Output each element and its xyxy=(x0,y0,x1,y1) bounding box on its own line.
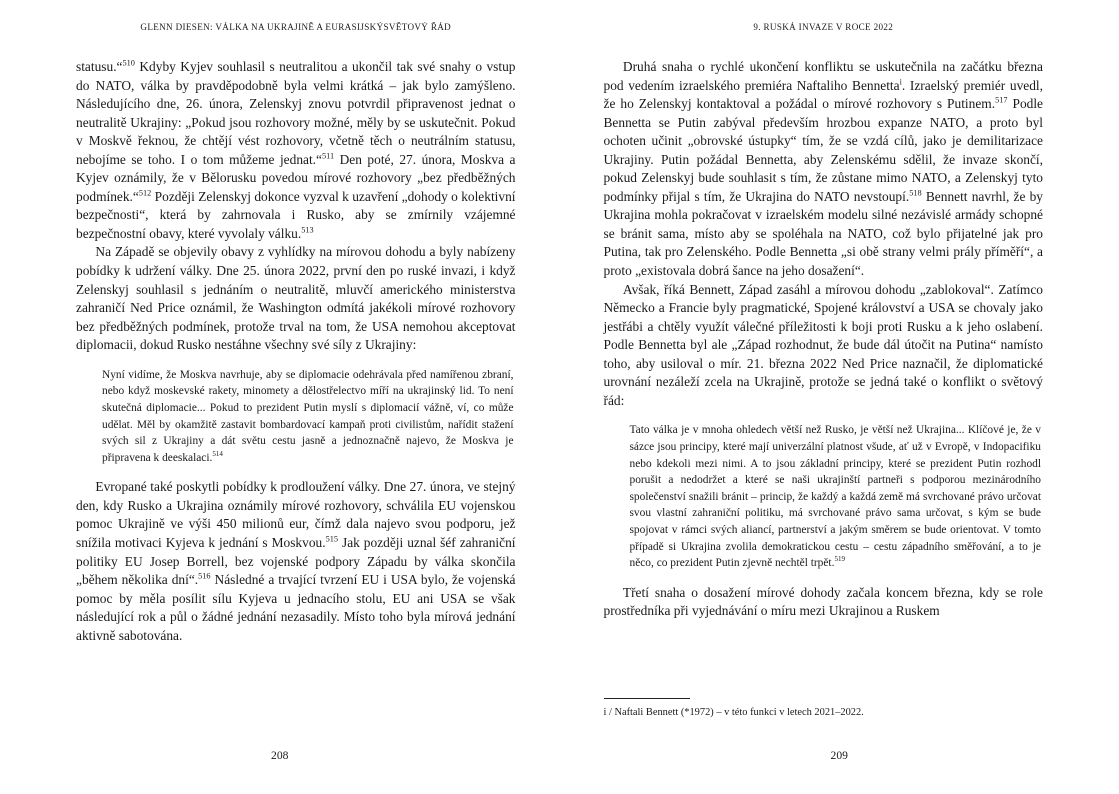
paragraph: Avšak, říká Bennett, Západ zasáhl a mírovou dohodu „zablokoval“. Zatímco Německo a Francie byly pragmatické, Spojené království a USA se chovaly jako jestřábi a chtěly využít válečné příležitosti k boji proti Rusku a k jeho oslabení. Podle Bennetta byl ale „Západ rozhodnut, že bude dál útočit na Putina“ namísto toho, aby usiloval o mír. 21. března 2022 Ned Price naznačil, že diplomatické urovnání nezáleží zcela na Ukrajině, protože se jedná také o konflikt o světový řád: xyxy=(603,281,1043,408)
body-text-left xyxy=(76,58,516,645)
footnote-area xyxy=(604,698,1044,720)
paragraph: Druhá snaha o rychlé ukončení konfliktu se uskutečnila na začátku března pod vedením izraelského premiéra Naftaliho Bennetta$^i$. Izraelský premiér uvedl, že ho Zelenskyj kontaktoval a požádal o mírové rozhovory s Putinem.$^{517}$ Podle Bennetta se Putin zabýval především hrozbou expanze NATO, a proto byl ochoten učinit „obrovské ústupky“ tím, že se vzdá cílů, jako je demilitarizace Ukrajiny. Putin požádal Bennetta, aby Zelenskému sdělil, že invaze skončí, pokud Zelenskyj bude souhlasit s tím, že zůstane mimo NATO, a Zelenskyj tyto podmínky přijal s tím, že Ukrajina do NATO nevstoupí.$^{518}$ Bennett navrhl, že by Ukrajina mohla pokračovat v izraelském modelu silné nezávislé armády schopné se bránit sama, místo aby se spoléhala na NATO, což bylo přijatelné jak pro Putina, tak pro Zelenského. Podle Bennetta „si obě strany velmi prály příměří“, a proto „existovala dobrá šance na jeho dosažení“. xyxy=(603,59,1043,279)
page-number-left: 208 xyxy=(271,749,289,762)
page-right xyxy=(560,0,1119,794)
paragraph: Třetí snaha o dosažení mírové dohody začala koncem března, kdy se role prostředníka při vyjednávání o míru mezi Ukrajinou a Ruskem xyxy=(603,584,1043,619)
footnote-rule xyxy=(604,698,690,699)
paragraph: Evropané také poskytli pobídky k prodloužení války. Dne 27. února, ve stejný den, kdy Rusko a Ukrajina oznámily mírové rozhovory, schválila EU vojenskou pomoc Ukrajině ve výši 450 milionů eur, čímž dala najevo svou podporu, jež snížila motivaci Kyjeva k jednání s Moskvou.$^{515}$ Jak později uznal šéf zahraniční politiky EU Josep Borrell, bez vojenské podpory Západu by válka skončila „během několika dní“.$^{516}$ Následné a trvající tvrzení EU i USA bylo, že vojenská pomoc by měla posílit sílu Kyjeva u jednacího stolu, EU ani USA se však následující rok a půl o žádné jednání nezasadily. Místo toho byla mírová jednání aktivně sabotována. xyxy=(76,479,516,643)
paragraph: Na Západě se objevily obavy z vyhlídky na mírovou dohodu a byly nabízeny pobídky k udržení války. Dne 25. února 2022, první den po ruské invazi, i když Zelenskyj souhlasil s jednáním o neutralitě, mluvčí amerického ministerstva zahraničí Ned Price oznámil, že Washington odmítá jakékoli mírové rozhovory bez předběžných podmínek, protože trval na tom, že USA nemohou akceptovat diplomacii, dokud Rusko nestáhne všechny své síly z Ukrajiny: xyxy=(76,244,516,353)
block-quote xyxy=(76,367,516,467)
block-quote-text: Nyní vidíme, že Moskva navrhuje, aby se diplomacie odehrávala před namířenou zbraní, nebo když moskevské rakety, minomety a dělostřelectvo míří na ukrajinský lid. To není skutečná diplomacie... Pokud to prezident Putin myslí s diplomacií vážně, ví, co může udělat. Měl by okamžitě zastavit bombardovací kampaň proti civilistům, nařídit stažení svých sil z Ukrajiny a dát světu cestu jasně a jednoznačně najevo, že Moskva je připravena k deeskalaci.$^{514}$ xyxy=(102,368,514,464)
footnote-text: i / Naftali Bennett (*1972) – v této funkci v letech 2021–2022. xyxy=(603,707,864,718)
body-text-right xyxy=(604,58,1044,621)
block-quote-text: Tato válka je v mnoha ohledech větší než Rusko, je větší než Ukrajina... Klíčové je, že v sázce jsou principy, které mají univerzální platnost všude, ať už v Evropě, v Indopacifiku nebo kdekoli mezi nimi. A to jsou základní principy, které se prezident Putin rozhodl porušit a nedodržet a které se naši ukrajinští partneři s podporou mezinárodního společenství snažili bránit – princip, že každý a každá země má svrchované právo určovat svou vlastní zahraniční politiku, má svrchované právo sama určovat, s kým se bude spojovat v rámci svých aliancí, partnerství a jakým směrem se bude orientovat. V tomto případě si Ukrajina zvolila demokratickou cestu – cestu západního směřování, a to je něco, co prezident Putin zjevně nechtěl trpět.$^{519}$ xyxy=(629,424,1041,570)
block-quote xyxy=(604,422,1044,571)
page-number-right: 209 xyxy=(830,749,848,762)
running-head-right: 9. RUSKÁ INVAZE V ROCE 2022 xyxy=(753,22,894,32)
running-head-left: GLENN DIESEN: VÁLKA NA UKRAJINĚ A EURASIJSKÝSVĚTOVÝ ŘÁD xyxy=(140,22,452,32)
paragraph: statusu.“$^{510}$ Kdyby Kyjev souhlasil s neutralitou a ukončil tak své snahy o vstup do NATO, válka by pravděpodobně byla velmi krátká – jak bylo zamýšleno. Následujícího dne, 26. února, Zelenskyj znovu potvrdil připravenost jednat o neutralitě Ukrajiny: „Pokud jsou rozhovory možné, měly by se uskutečnit. Pokud v Moskvě řeknou, že chtějí vést rozhovory, včetně těch o neutrálním statusu, nebojíme se toho. I o tom můžeme jednat.“$^{511}$ Den poté, 27. února, Moskva a Kyjev oznámily, že v Bělorusku povedou mírové rozhovory „bez předběžných podmínek.“$^{512}$ Později Zelenskyj dokonce vyzval k uzavření „dohody o kolektivní bezpečnosti“, která by zahrnovala i Rusko, aby se zmírnily vzájemné bezpečnostní obavy, které vyvolaly válku.$^{513}$ xyxy=(76,58,516,241)
